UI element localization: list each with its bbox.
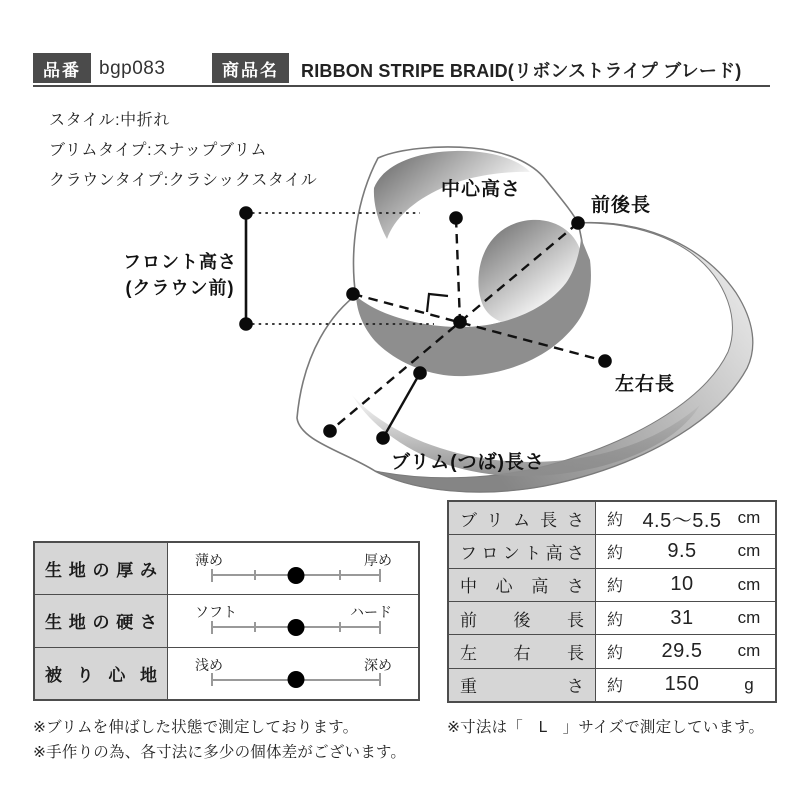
spec-crown-type: クラウンタイプ:クラシックスタイル [49,172,318,189]
size-row-label [449,535,596,567]
table-row [35,647,418,699]
feel-row-label-text: 生地の硬さ [45,613,157,633]
size-row-label-text: ブリム長さ [460,510,584,530]
label-front-back-length: 前後長 [591,195,652,216]
size-row-label [449,669,596,701]
size-row-label [449,635,596,667]
size-row-label [449,602,596,634]
table-row [449,502,775,534]
label-left-right-length: 左右長 [615,374,676,395]
slider-track [211,626,381,628]
slider-tick [339,570,341,580]
size-value: 29.5 [661,639,703,662]
table-row [35,543,418,594]
product-name-badge: 商品名 [212,53,289,83]
size-row-label-text: 中心高さ [460,577,584,597]
size-row-value [596,502,775,534]
size-row-label-text: 重さ [460,677,584,697]
slider-cap-left [211,673,213,686]
feel-row-label [35,595,168,646]
size-unit: g [744,674,754,694]
approx-prefix: 約 [607,678,624,696]
slider-track [211,679,381,681]
header-divider [33,85,770,87]
size-value: 4.5〜5.5 [642,509,722,532]
table-row [449,534,775,567]
approx-prefix: 約 [607,511,624,529]
slider-dot [288,567,305,584]
label-front-height [100,249,260,301]
approx-prefix: 約 [607,578,624,596]
size-value: 10 [670,573,694,596]
approx-prefix: 約 [607,644,624,662]
size-row-label [449,502,596,534]
slider-tick [339,622,341,632]
slider-min-label: ソフト [195,604,237,621]
slider-cap-left [211,569,213,582]
slider-cap-left [211,621,213,634]
approx-prefix: 約 [607,544,624,562]
approx-prefix: 約 [607,611,624,629]
size-row-value [596,602,775,634]
spec-style: スタイル:中折れ [49,112,170,129]
size-row-value [596,635,775,667]
size-value: 9.5 [667,539,697,562]
note-handmade: ※手作りの為、各寸法に多少の個体差がございます。 [33,744,407,761]
size-row-label-text: フロント高さ [460,543,584,563]
label-center-height: 中心高さ [441,179,522,200]
product-name: RIBBON STRIPE BRAID(リボンストライプ ブレード) [301,61,742,81]
size-table [447,500,777,703]
table-row [449,568,775,601]
size-row-value [596,535,775,567]
note-brim-measurement: ※ブリムを伸ばした状態で測定しております。 [33,719,359,736]
feel-row-label-text: 被り心地 [45,665,157,685]
size-value: 150 [664,673,700,696]
slider-min-label: 浅め [195,656,223,673]
size-row-label-text: 左右長 [460,643,584,663]
label-front-height-line1: フロント高さ [123,252,237,272]
table-row [449,634,775,667]
slider-max-label: 厚め [364,552,392,568]
feel-row-label [35,543,168,594]
slider-dot [288,671,305,688]
item-number-value: bgp083 [99,58,166,79]
slider-tick [254,570,256,580]
size-unit: cm [737,574,761,594]
size-unit: cm [737,608,761,628]
item-number-badge: 品番 [33,53,91,83]
slider-cap-right [379,673,381,686]
label-front-height-line2: (クラウン前) [125,278,235,298]
slider-track [211,574,381,576]
size-unit: cm [737,508,761,528]
size-row-label-text: 前後長 [460,610,584,630]
size-value: 31 [670,606,694,629]
size-row-value [596,569,775,601]
slider-min-label: 薄め [195,552,223,568]
slider-cap-right [379,621,381,634]
slider-dot [288,619,305,636]
table-row [449,601,775,634]
feel-table [33,541,420,701]
size-row-label [449,569,596,601]
feel-row-label [35,648,168,699]
size-row-value [596,669,775,701]
slider-max-label: 深め [364,656,392,673]
slider-max-label: ハード [350,604,392,621]
thickness-slider [168,543,418,594]
slider-tick [254,622,256,632]
table-row [449,668,775,701]
table-row [35,594,418,646]
size-unit: cm [737,641,761,661]
stiffness-slider [168,595,418,646]
spec-brim-type: ブリムタイプ:スナップブリム [49,142,268,159]
label-brim-length: ブリム(つば)長さ [391,452,545,473]
feel-row-label-text: 生地の厚み [45,561,157,581]
fit-depth-slider [168,648,418,699]
note-size-basis: ※寸法は「 L 」サイズで測定しています。 [447,719,765,736]
slider-cap-right [379,569,381,582]
size-unit: cm [737,541,761,561]
